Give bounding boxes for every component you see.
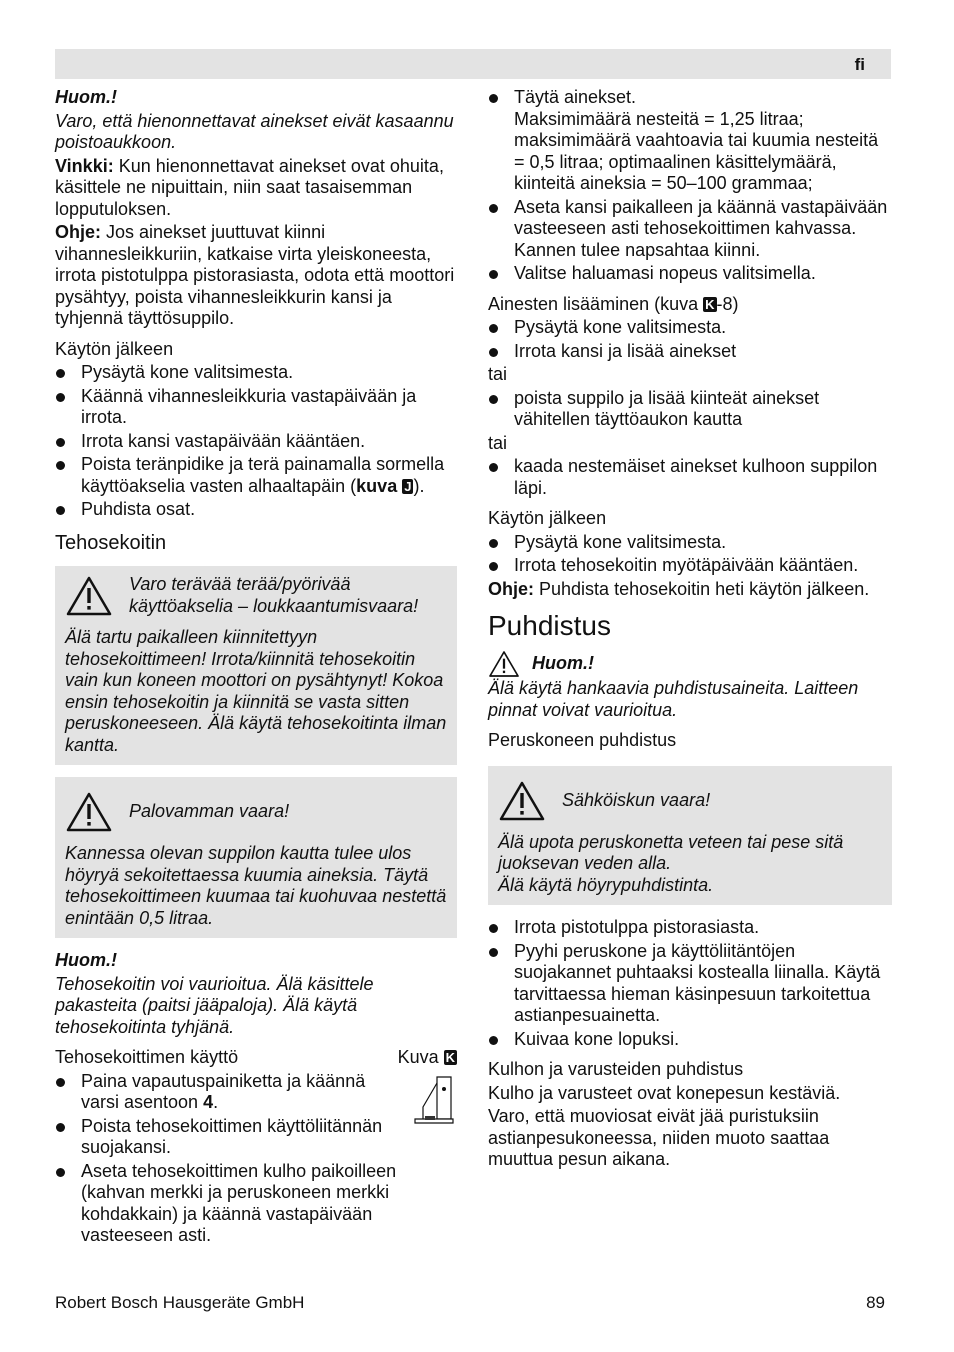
warning-box-burn [55, 777, 457, 938]
list-item: Aseta tehosekoittimen kulho paikoilleen (kahvan merkki ja peruskoneen merkki kohdakkain) ja käännä vastapäivään vasteeseen asti. [55, 1161, 457, 1247]
list-item-text: ). [413, 475, 425, 496]
instruction-label: Ohje: [55, 222, 102, 242]
language-code: fi [854, 55, 865, 74]
adding-list [488, 317, 892, 362]
warning-body: Kannessa olevan suppilon kautta tulee ulos höyryä sekoitettaessa kuumia aineksia. Täytä tehosekoittimeen kuumaa tai kuohuvaa nestettä enintään 0,5 litraa. [65, 843, 447, 928]
warning-triangle-icon [488, 650, 520, 678]
warning-body: Älä tartu paikalleen kiinnitettyyn tehosekoittimeen! Irrota/kiinnitä tehosekoitin vain kun koneen moottori on pysähtynyt! Kokoa ensin tehosekoitin ja kiinnitä se vasta sitten peruskoneeseen. Älä käytä tehosekoitinta ilman kantta. [65, 627, 447, 755]
note-text: Tehosekoitin voi vaurioitua. Älä käsittele pakasteita (paitsi jääpaloja). Älä käytä tehosekoitinta tyhjänä. [55, 973, 374, 1037]
list-item: Irrota kansi ja lisää ainekset [488, 341, 892, 363]
list-item: Aseta kansi paikalleen ja käännä vastapäivään vasteeseen asti tehosekoittimen kahvassa. Kannen tulee napsahtaa kiinni. [488, 197, 892, 262]
list-item: Poista tehosekoittimen käyttöliitännän suojakansi. [55, 1116, 457, 1159]
warning-header [498, 780, 882, 822]
list-item-title: Täytä ainekset. [514, 87, 637, 107]
section-heading-after-use: Käytön jälkeen [55, 338, 174, 359]
figure-badge: K [445, 1050, 455, 1065]
warning-triangle-icon [65, 575, 113, 617]
tip-paragraph [55, 156, 457, 221]
blender-use-block [55, 1071, 457, 1247]
instruction-label: Ohje: [488, 578, 535, 599]
list-item: Irrota tehosekoitin myötäpäivään kääntäen. [488, 555, 892, 577]
instruction-paragraph [55, 222, 457, 330]
cleaning-list [488, 917, 892, 1050]
section-heading-adding [488, 294, 892, 316]
list-item: Pyyhi peruskone ja käyttöliitäntöjen suojakannet puhtaaksi kostealla liinalla. Käytä tarvittaessa hieman käsinpesuun tarkoitettua astianpesuainetta. [488, 941, 892, 1027]
list-item: kaada nestemäiset ainekset kulhoon suppilon läpi. [488, 456, 892, 499]
warning-body [498, 832, 882, 897]
section-heading-after-use: Käytön jälkeen [488, 508, 607, 528]
warning-triangle-icon [498, 780, 546, 822]
list-item: Irrota pistotulppa pistorasiasta. [488, 917, 892, 939]
tip-label: Vinkki: [55, 155, 114, 176]
list-item-text: . [213, 1092, 219, 1112]
figure-ref: Kuva [397, 1047, 439, 1067]
body-text: Varo, että muoviosat eivät jää puristuksiin astianpesukoneessa, niiden muoto saattaa muuttua pesun aikana. [488, 1106, 830, 1169]
position-number: 4 [203, 1092, 214, 1112]
after-use-list [55, 362, 457, 521]
figure-ref: kuva [356, 475, 398, 496]
warning-box-blade [55, 566, 457, 765]
list-item: Puhdista osat. [55, 499, 457, 521]
list-item [488, 87, 892, 195]
left-column [55, 87, 457, 1249]
list-item: Valitse haluamasi nopeus valitsimella. [488, 263, 892, 285]
warning-title: Sähköiskun vaara! [562, 789, 711, 810]
section-heading-blender: Tehosekoitin [55, 531, 167, 554]
company-name: Robert Bosch Hausgeräte GmbH [55, 1293, 305, 1312]
list-item: Pysäytä kone valitsimesta. [55, 362, 457, 384]
or-text: tai [488, 432, 508, 453]
heading-text: -8) [716, 293, 739, 314]
warning-box-electric [488, 766, 892, 906]
note-text: Varo, että hienonnettavat ainekset eivät kasaannu poistoaukkoon. [55, 110, 454, 152]
heading-text: Ainesten lisääminen (kuva [488, 293, 704, 314]
list-item-text: Maksimimäärä nesteitä = 1,25 litraa; maksimimäärä vaahtoavia tai kuumia nesteitä = 0,5 litraa; optimaalinen käsittelymäärä, kiinteitä aineksia = 50–100 grammaa; [514, 108, 879, 193]
note-title: Huom.! [532, 653, 594, 674]
list-item-text: Paina vapautuspainiketta ja käännä varsi asentoon [81, 1070, 366, 1112]
warning-header [65, 574, 447, 617]
list-item-text: Poista teränpidike ja terä painamalla sormella käyttöakselia vasten alhaaltapäin ( [81, 454, 445, 496]
instruction-text: Puhdista tehosekoitin heti käytön jälkeen. [534, 578, 870, 599]
after-use-list [488, 532, 892, 577]
list-item [55, 454, 457, 497]
body-text: Kulho ja varusteet ovat konepesun kestäviä. [488, 1082, 841, 1103]
list-item: Irrota kansi vastapäivään kääntäen. [55, 431, 457, 453]
list-item: poista suppilo ja lisää kiinteät ainekset vähitellen täyttöaukon kautta [488, 388, 892, 431]
note-text: Älä käytä hankaavia puhdistusaineita. Laitteen pinnat voivat vaurioitua. [488, 678, 859, 720]
list-item: Käännä vihannesleikkuria vastapäivään ja irrota. [55, 386, 457, 429]
section-heading-blender-use: Tehosekoittimen käyttö [55, 1047, 239, 1067]
list-item: Kuivaa kone lopuksi. [488, 1029, 892, 1051]
page-footer [55, 1292, 885, 1314]
note-title: Huom.! [55, 950, 117, 970]
warning-title: Varo terävää terää/pyörivää käyttöakselia – loukkaantumisvaara! [129, 574, 419, 616]
section-heading-bowl-cleaning: Kulhon ja varusteiden puhdistus [488, 1059, 744, 1079]
adding-list [488, 456, 892, 499]
adding-list [488, 388, 892, 431]
figure-ref-heading [398, 1047, 457, 1069]
warning-line: Älä upota peruskonetta veteen tai pese sitä juoksevan veden alla. [498, 831, 844, 873]
page-number: 89 [866, 1293, 885, 1312]
note-title: Huom.! [55, 87, 117, 107]
section-heading-base-cleaning: Peruskoneen puhdistus [488, 730, 677, 750]
or-text: tai [488, 364, 508, 384]
list-item [55, 1071, 457, 1114]
list-item: Pysäytä kone valitsimesta. [488, 532, 892, 554]
blender-use-list [55, 1071, 457, 1247]
right-column [488, 87, 892, 1173]
instruction-text: Jos ainekset juuttuvat kiinni vihannesleikkuriin, katkaise virta yleiskoneesta, irrota pistotulppa pistorasiasta, odota että moottori pysähtyy, poista vihannesleikkurin kansi ja tyhjennä täyttösuppilo. [55, 222, 455, 328]
cleaning-note-header [488, 650, 892, 678]
warning-header [65, 791, 447, 833]
tip-text: Kun hienonnettavat ainekset ovat ohuita, käsittele ne nipuittain, niin saat tasaisemman lopputuloksen. [55, 155, 444, 219]
fill-list [488, 87, 892, 285]
warning-line: Älä käytä höyrypuhdistinta. [498, 874, 714, 895]
figure-badge: K [705, 296, 715, 312]
figure-badge: J [404, 478, 412, 494]
warning-title: Palovamman vaara! [129, 801, 290, 822]
section-heading-cleaning: Puhdistus [488, 610, 611, 641]
instruction-paragraph [488, 579, 892, 601]
header-bar [55, 49, 891, 79]
blender-use-heading-row [55, 1047, 457, 1069]
warning-triangle-icon [65, 791, 113, 833]
list-item: Pysäytä kone valitsimesta. [488, 317, 892, 339]
